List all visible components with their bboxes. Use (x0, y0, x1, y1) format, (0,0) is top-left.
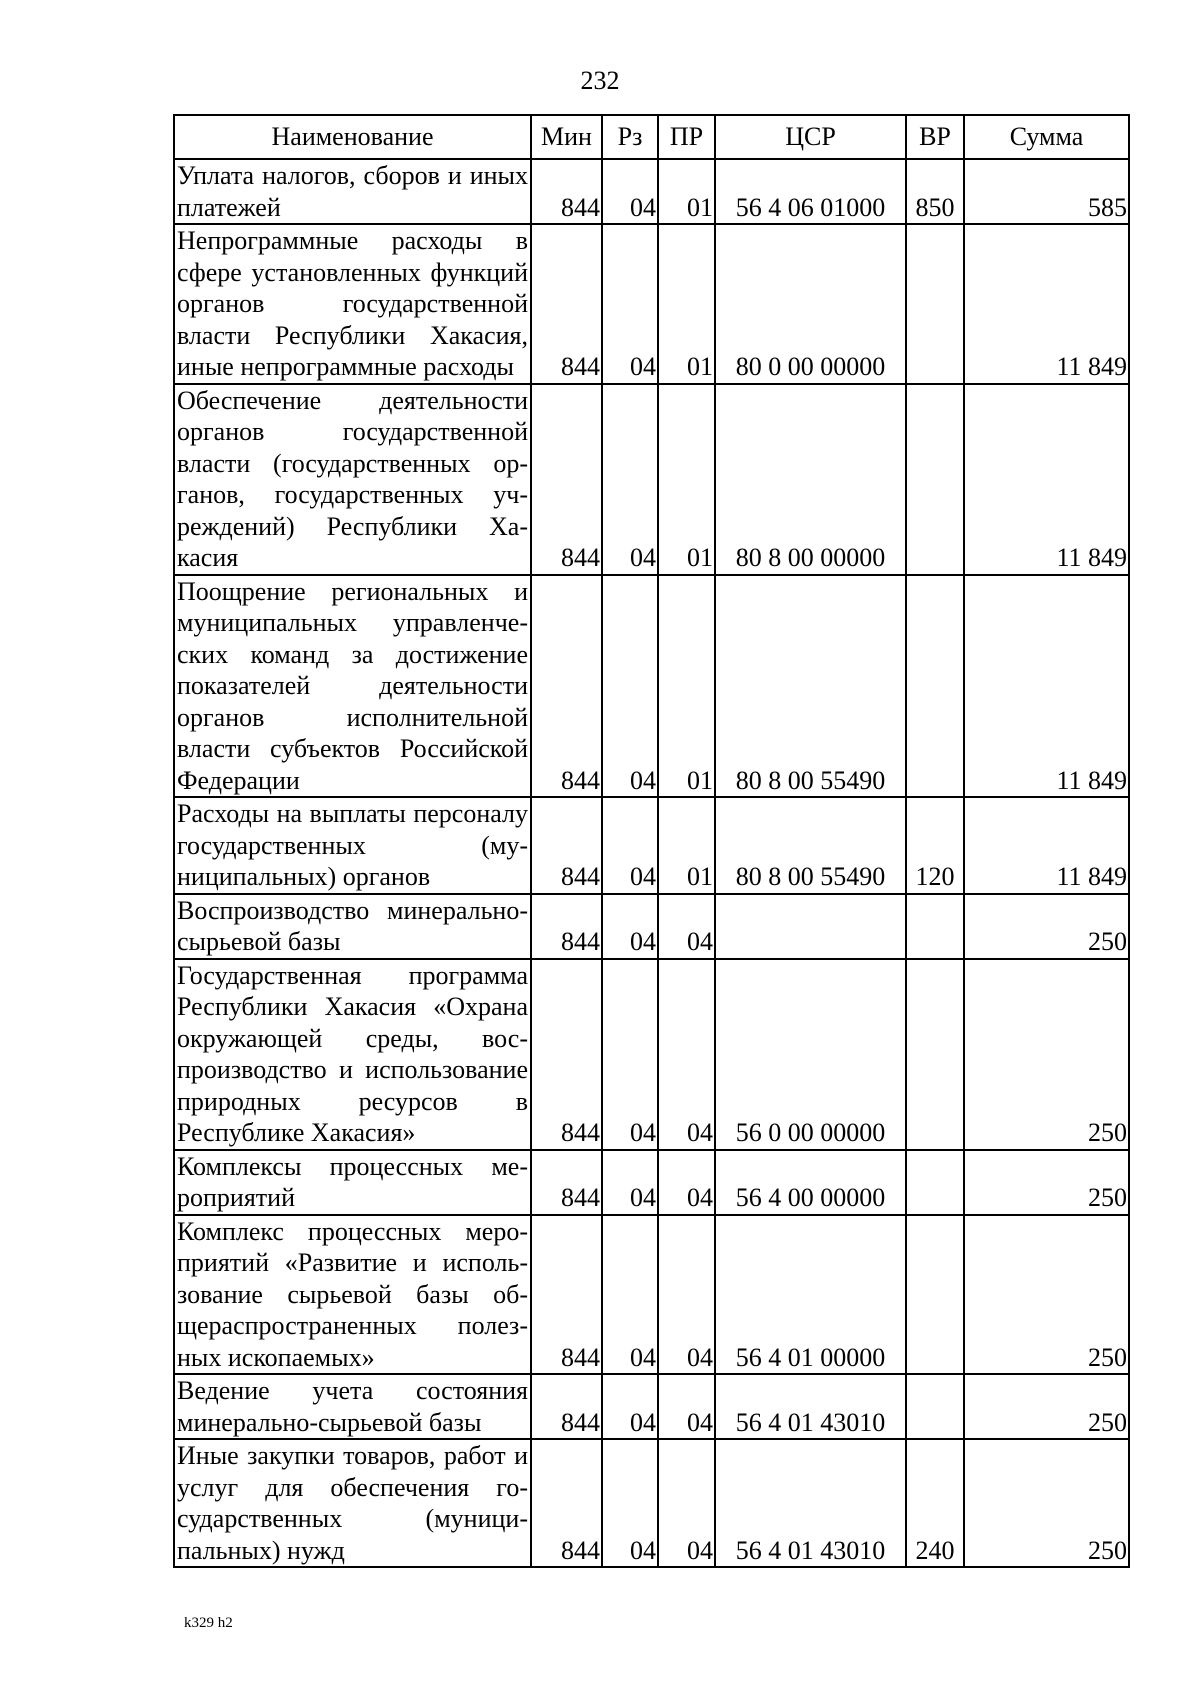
table-row (174, 224, 1129, 384)
cell-pr: 04 (658, 1374, 715, 1439)
cell-csr: 56 0 00 00000 (715, 959, 906, 1150)
table-row (174, 1374, 1129, 1439)
cell-pr: 04 (658, 1439, 715, 1567)
cell-rz: 04 (602, 797, 658, 894)
table-row (174, 894, 1129, 959)
cell-name: Воспроизводство минерально-сырьевой базы (174, 894, 531, 959)
header-csr: ЦСР (715, 115, 906, 159)
cell-min: 844 (531, 1150, 602, 1215)
cell-sum: 250 (964, 959, 1129, 1150)
cell-pr: 01 (658, 159, 715, 224)
cell-vr (906, 575, 964, 798)
cell-name: Комплекс процессных мероприятий «Развитие и использование сырьевой базы общераспространенных полезных ископаемых» (174, 1215, 531, 1375)
cell-rz: 04 (602, 575, 658, 798)
cell-csr: 80 8 00 55490 (715, 797, 906, 894)
cell-vr: 850 (906, 159, 964, 224)
footer-code: k329 h2 (184, 1615, 233, 1631)
cell-rz: 04 (602, 1215, 658, 1375)
cell-name: Поощрение региональных и муниципальных управленческих команд за достижение показателей деятельности органов исполнительной власти субъектов Российской Федерации (174, 575, 531, 798)
cell-csr: 56 4 01 43010 (715, 1374, 906, 1439)
cell-vr (906, 384, 964, 575)
cell-vr: 240 (906, 1439, 964, 1567)
header-sum: Сумма (964, 115, 1129, 159)
cell-csr (715, 894, 906, 959)
cell-vr (906, 959, 964, 1150)
cell-sum: 11 849 (964, 797, 1129, 894)
cell-pr: 04 (658, 1215, 715, 1375)
cell-pr: 04 (658, 959, 715, 1150)
cell-name: Государственная программа Республики Хакасия «Охрана окружающей среды, воспроизводство и использование природных ресурсов в Республике Хакасия» (174, 959, 531, 1150)
cell-min: 844 (531, 1215, 602, 1375)
table-row (174, 797, 1129, 894)
cell-pr: 01 (658, 575, 715, 798)
cell-vr (906, 224, 964, 384)
cell-rz: 04 (602, 159, 658, 224)
cell-sum: 250 (964, 1374, 1129, 1439)
cell-name: Обеспечение деятельности органов государственной власти (государственных органов, государственных учреждений) Республики Хакасия (174, 384, 531, 575)
cell-min: 844 (531, 575, 602, 798)
cell-rz: 04 (602, 1150, 658, 1215)
cell-sum: 250 (964, 1215, 1129, 1375)
cell-name: Иные закупки товаров, работ и услуг для обеспечения государственных (муниципальных) нужд (174, 1439, 531, 1567)
cell-csr: 80 8 00 55490 (715, 575, 906, 798)
cell-min: 844 (531, 1439, 602, 1567)
cell-min: 844 (531, 959, 602, 1150)
cell-sum: 250 (964, 1439, 1129, 1567)
cell-csr: 80 0 00 00000 (715, 224, 906, 384)
table-header-row (174, 115, 1129, 159)
cell-csr: 56 4 01 43010 (715, 1439, 906, 1567)
cell-pr: 01 (658, 797, 715, 894)
cell-name: Комплексы процессных мероприятий (174, 1150, 531, 1215)
cell-vr (906, 1374, 964, 1439)
cell-csr: 56 4 00 00000 (715, 1150, 906, 1215)
budget-table (173, 114, 1130, 1568)
cell-name: Уплата налогов, сборов и иных платежей (174, 159, 531, 224)
cell-name: Расходы на выплаты персоналу государственных (муниципальных) органов (174, 797, 531, 894)
cell-vr (906, 1215, 964, 1375)
cell-rz: 04 (602, 894, 658, 959)
table-row (174, 959, 1129, 1150)
cell-rz: 04 (602, 1439, 658, 1567)
cell-vr: 120 (906, 797, 964, 894)
cell-vr (906, 894, 964, 959)
cell-min: 844 (531, 159, 602, 224)
table-row (174, 575, 1129, 798)
cell-vr (906, 1150, 964, 1215)
cell-rz: 04 (602, 224, 658, 384)
cell-sum: 11 849 (964, 224, 1129, 384)
cell-rz: 04 (602, 959, 658, 1150)
cell-min: 844 (531, 224, 602, 384)
cell-min: 844 (531, 894, 602, 959)
page-number: 232 (580, 66, 620, 95)
cell-min: 844 (531, 1374, 602, 1439)
cell-min: 844 (531, 797, 602, 894)
table-body (174, 159, 1129, 1567)
cell-sum: 11 849 (964, 575, 1129, 798)
table-row (174, 1439, 1129, 1567)
cell-name: Ведение учета состояния минерально-сырьевой базы (174, 1374, 531, 1439)
cell-min: 844 (531, 384, 602, 575)
cell-sum: 11 849 (964, 384, 1129, 575)
cell-pr: 01 (658, 224, 715, 384)
table-row (174, 384, 1129, 575)
cell-sum: 250 (964, 894, 1129, 959)
cell-csr: 56 4 06 01000 (715, 159, 906, 224)
cell-pr: 01 (658, 384, 715, 575)
cell-rz: 04 (602, 1374, 658, 1439)
header-name: Наименование (174, 115, 531, 159)
cell-sum: 585 (964, 159, 1129, 224)
cell-csr: 56 4 01 00000 (715, 1215, 906, 1375)
cell-pr: 04 (658, 1150, 715, 1215)
header-vr: ВР (906, 115, 964, 159)
cell-csr: 80 8 00 00000 (715, 384, 906, 575)
cell-rz: 04 (602, 384, 658, 575)
cell-pr: 04 (658, 894, 715, 959)
cell-name: Непрограммные расходы в сфере установленных функций органов государственной власти Республики Хакасия, иные непрограммные расходы (174, 224, 531, 384)
table-row (174, 1150, 1129, 1215)
header-rz: Рз (602, 115, 658, 159)
table-row (174, 159, 1129, 224)
header-min: Мин (531, 115, 602, 159)
cell-sum: 250 (964, 1150, 1129, 1215)
header-pr: ПР (658, 115, 715, 159)
table-row (174, 1215, 1129, 1375)
